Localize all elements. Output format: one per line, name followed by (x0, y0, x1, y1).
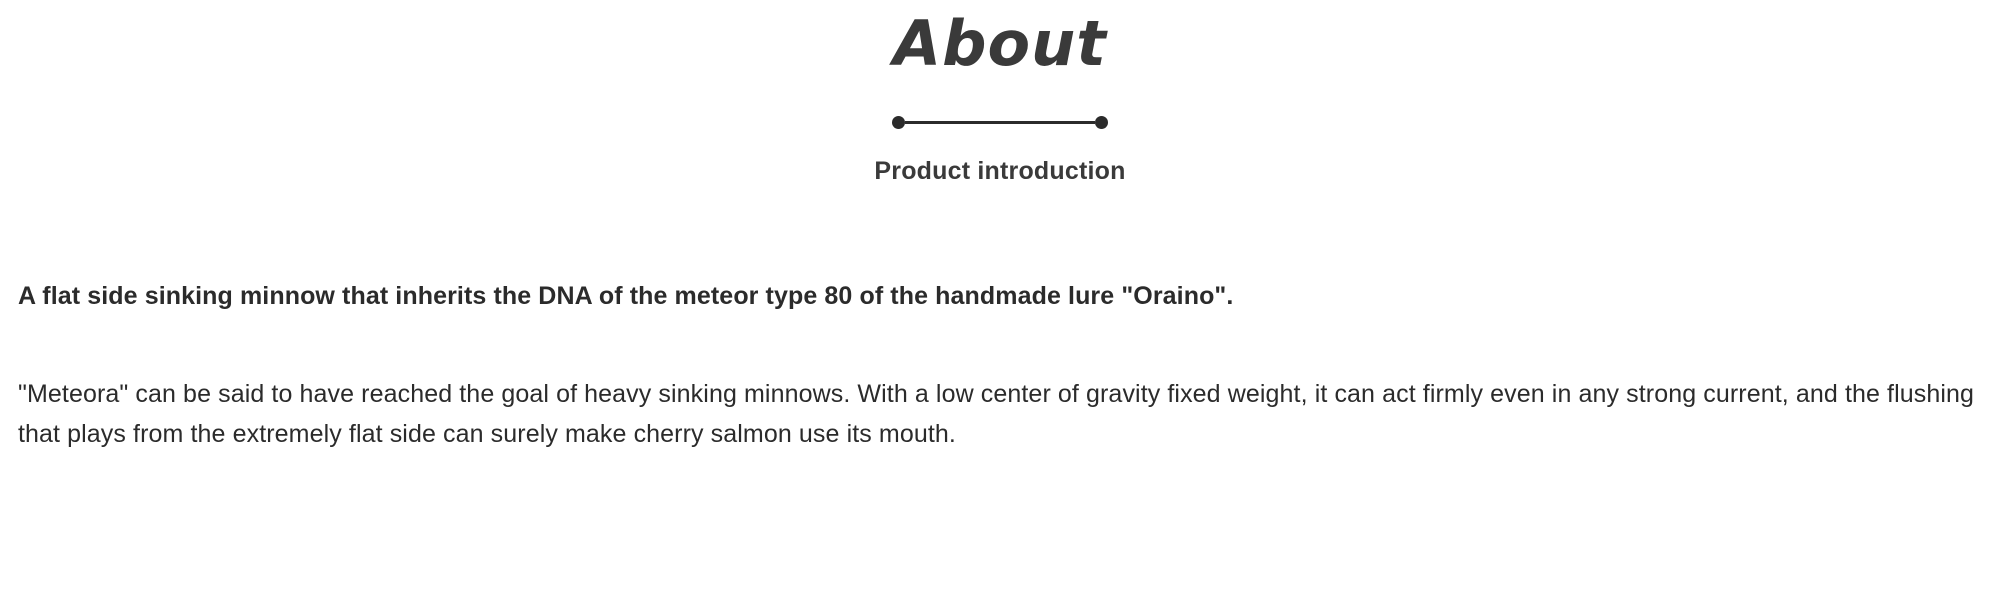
divider (0, 116, 2000, 129)
section-subtitle: Product introduction (874, 157, 1126, 186)
page-title: About (893, 7, 1107, 80)
divider-dot-left-icon (892, 116, 905, 129)
body-paragraph: "Meteora" can be said to have reached the goal of heavy sinking minnows. With a low center of gravity fixed weight, it can act firmly even in any strong current, and the flushing that plays from the extremely flat side can surely make cherry salmon use its mouth. (18, 379, 1975, 449)
lead-paragraph: A flat side sinking minnow that inherits the DNA of the meteor type 80 of the handmade lure "Oraino". (18, 282, 1234, 311)
section-header (0, 0, 2000, 186)
divider-line-icon (905, 121, 1095, 124)
dot-line-dot-divider-icon (892, 116, 1108, 129)
section-body (0, 278, 2000, 455)
divider-dot-right-icon (1095, 116, 1108, 129)
